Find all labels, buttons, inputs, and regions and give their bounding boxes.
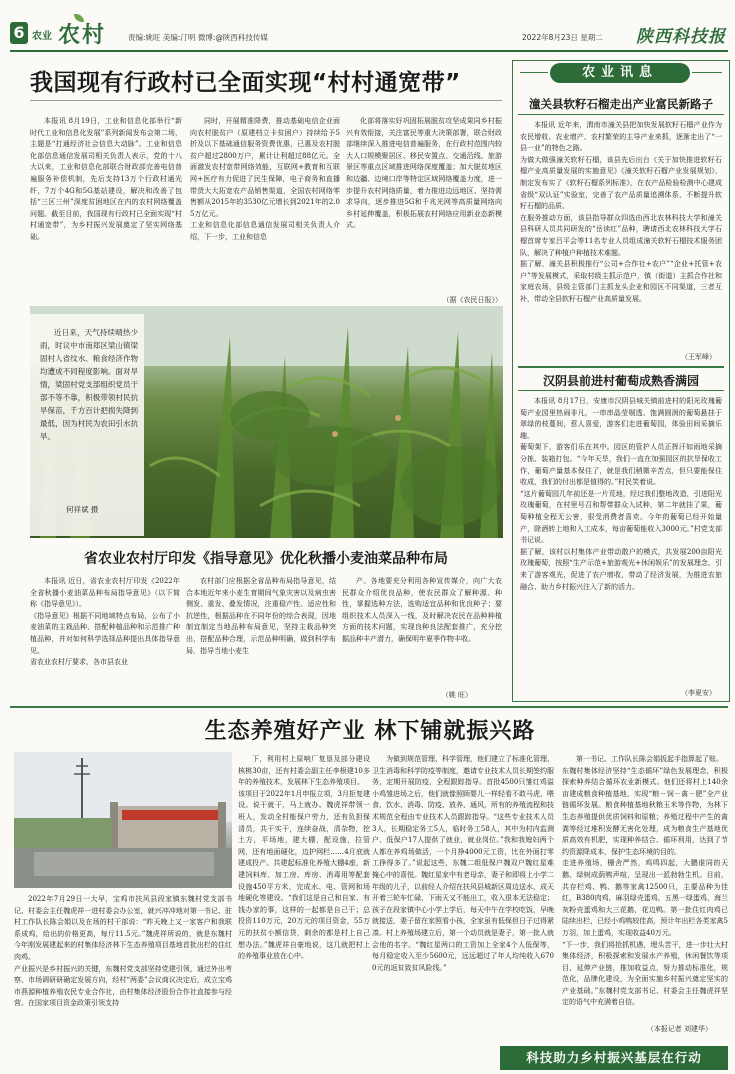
guide-article-col1: 本报讯 近日，省农业农村厅印发《2022年全省秋播小麦油菜品种布局指导意见》（以下简称《指导意见》）。 《指导意见》根据不同地域特点布局，公布了小麦油菜的主栽品种、搭配种植品种和示范推广种植品种，并对如何科学选择品种提出具体指导意见。 省农业农村厅要求，各市县农业 [30, 577, 180, 667]
village-gate-illustration [14, 752, 232, 888]
sidebar-article1-title: 潼关县软籽石榴走出产业富民新路子 [529, 97, 713, 111]
sidebar-divider [518, 366, 724, 368]
sidebar-article2-rule [518, 390, 724, 391]
main-article-col3: 化部将落实好巩固拓展脱贫攻坚成果同乡村振兴有效衔接，关注富民等重大决策部署，联合财政部继续深入推进电信普遍服务，在行政村范围内较大人口规模聚居区、移民安置点、交通沿线、旅游景区等重点区域推进网络深度覆盖；加大脱贫地区和边疆、边境口岸等特定区域网络覆盖力度，进一步提升农村网络质量，着力推进边远地区、坚持需求导向，逐步推进5G和千兆光网等高质量网络向乡村延伸覆盖，积极拓展农村网络应用新业态新模式。 [346, 117, 502, 230]
bottom-banner-text: 科技助力乡村振兴基层在行动 [526, 1050, 702, 1065]
bottom-col1: 下，利用村上原响厂复垦及部分建设核桃30亩，还有村委会副主任李根建10多年的养殖技术，发展林下生态养殖项目。 该项目于2022年1月申报立项，3月拒复建设。说干就干，马上就办。魏虎祥带领一班人，发动全村能保户劳力，还有负担保清员，共干实干，连续奋战，清杂物，挖土方，平场地，建大棚，配设施，拉管网，还有地面硬化，边护网栏……4月底就建成投产。共建起标准化养殖大棚4座，新建饲料库、加工房、库房、消毒用等配套设施450平方米，完成水、电、管网和场地硬化等建设。“我们这是自己和自家、有钱办家的事，这样的一起都是自己干；总投资110万元，20万元的项目资金，55万元的扶贫小额信贷，剩余的都是村上自己想办法。”魏虎祥自豪地说，这几就把村上的养殖事业放在心中。 [238, 755, 370, 961]
photo1-caption: 近日来，天气持续晴热少雨，时议中市南郑区梁山镇梁固村人省纹水、粮食经济作物均遭成不同程度影响。面对旱情，梁固村党支部组织党员干部不等不靠，积极带领村民抗旱保苗，千方百计把损失降到最低，因为村民为农田引水抗旱。 [40, 328, 138, 441]
guide-article-col3: 产。各地要充分利用各种宣传媒介，向广大农民群众介绍优良品种，使农民群众了解种源、种性，掌握选种方法，选购适宜品种和优良种子；要组织技术人员深入一线，及时解决农民在品种种植方面的技术问题，实现良种良法配套推广，充分挖掘品种丰产潜力，确保明年夏季作物丰收。 [342, 577, 502, 643]
photo1-credit: 何祥斌 摄 [66, 505, 99, 514]
corn-field-photo [30, 306, 503, 538]
sidebar-header: 农业讯息 [550, 63, 690, 83]
sidebar-article1-body: 本报讯 近年来，渭南市潼关县把加快发展软籽石榴产业作为农民增收、农业增产、农村繁荣的主导产业来抓，逐渐走出了“一县一业”的特色之路。 为做大做强潼关软籽石榴，该县先后出台《关于加快推进软籽石榴产业高质量发展的实施意见》《潼关软籽石榴产业发展规划》，制定发布实了《软籽石榴系列标准》，在农产品检验检测中心建成省级“双认证”实验室，完善了农产品质量追溯体系，不断提升软籽石榴的品质。 在服务推动方面，该县指导群众四选由西北农林科技大学和潼关县科研人员共同研发的“岳读红”品种，聘请西北农林科技大学石榴首席专家吕平会等11名专业人员组成潼关软籽石榴技术服务团队，解决了种植户种植技术难题。 据了解，潼关县积极推行“公司+合作社+农户”“企业+托管+农户”等发展模式，采取村级主抓示范户，镇（街道）主抓合作社和家庭农场，县级主管部门主抓龙头企业和园区不同渠道，三者互补，带动全县软籽石榴产业高质量发展。 [520, 121, 722, 303]
section-small-label: 农业 [32, 31, 52, 42]
section-big-label: 农村 [58, 22, 107, 48]
bottom-headline: 生态养殖好产业 林下铺就振兴路 [204, 719, 536, 744]
bottom-col2: 为做到规范管理、科学管理，他们建立了标准化管理、卫生消毒和科学防疫等制度，邀请专业技术人员长期签约服务，定期开展防疫，全程跟踪指导。首批4500只雏红鸡溢小鸡雏进场之后，他们就像照顾婴儿一样轻看不敢马虎，喂食、饮水、消毒、防疫、放养、通风，所有的养殖流程和技术规范全程由专业技术人员跟踪指导。“这些专业技术人员3人，长期稳定务工5人，临时务工58人，其中为村内监测户、低保户17人提供了就业，就业岗位。”我和我媳妇两个人都在养鸡场做活，一个月挣4000元工资，比在外面打零工挣得多了。”说起这些，东魏二组低保户魏双户魏红星难掩心中的喜悦。魏红星家中有老母亲，妻子和即将上小学二年级的儿子，以前经人介绍在扶风县城新区周边送水，成天开着三轮车忙碌，下雨天又不能出工，收入很本无法稳定；孩子在段家镇中心小学上学后，每天中午在学校吃饭，早晚就接送，妻子留在家照看小孩，全家虽有低保但日子过得紧凑。村上养殖场建立后，第一个动员就是妻子，第一批人就会他的名字。“魏红星两口的工资加上全家4个人低保等，每月稳定收入至少5600元，远远超过了年人均纯收入6700元的返贫致贫风险线。” [372, 755, 554, 972]
sidebar-article2-body: 本报讯 8月17日，安康市汉阴县城关镇前进村的阳光玫瑰葡萄产业园里热闹非凡，一串串晶莹剔透、饱满圆润的葡萄悬挂于翠绿的枝蔓间，惹人喜爱，游客们走进葡萄园，体验田间采摘乐趣。 葡萄架下，游客们乐在其中。园区的管护人员正挥汗如雨地采摘分拣、装箱打包。“今年天旱，我们一直在加强园区的抗旱保收工作，葡萄产量基本保住了，就是我们稍微辛苦点，但只要能保住收成，我们的付出都是值得的。”村民笑着说。 “这片葡萄园几年前还是一片荒地，经过我们整地改造，引进阳光玫瑰葡萄，在村里号召和帮带群众入试种，第二年就挂了果，葡萄种植全程无公害，很受消费者喜欢。今年的葡萄已经开始量产，除酒转上地和入工成本，每亩葡萄能收入3000元。”村党支部书记说。 据了解，该村以村集体产业带动散户的模式，共发展200亩阳光玫瑰葡萄，按照“生产示范+旅游观光+休闲娱乐”的发展理念，引来了游客观光，促进了农户增收，带动了经济发展，为推进农旅融合、助力乡村振兴注入了新的活力。 [520, 397, 722, 591]
page-header [0, 18, 735, 54]
sidebar-header-line [520, 72, 548, 73]
main-article-col1: 本报讯 8月19日，工业和信息化部举行“新时代工业和信息化发展”系列新闻发布会第二场，主题是“打通经济社会信息大动脉”。工业和信息化部信息通信发展司相关负责人表示，党的十八大以来，工业和信息化部联合财政部完善电信普遍服务补偿机制，先后支持13万个行政村通光纤，7万个4G和5G基站建设，解决和改善了包括“三区三州”深度贫困地区在内的农村网络覆盖问题。截至目前，我国现有行政村已全面实现“村村通宽带”，为乡村振兴发展奠定了坚实网络基础。 [30, 117, 182, 241]
issue-date: 2022年8月23日 星期二 [522, 33, 603, 42]
page-number-badge: 6 [10, 22, 28, 44]
main-headline: 我国现有行政村已全面实现“村村通宽带” [30, 70, 461, 96]
sidebar-article1-rule [518, 114, 724, 115]
photo1-caption-box [30, 314, 144, 536]
guide-headline: 省农业农村厅印发《指导意见》优化秋播小麦油菜品种布局 [84, 551, 448, 567]
bottom-article-source: （本报记者 刘建华） [646, 1025, 712, 1033]
main-article-col2: 同时，开展精准降费，推动基础电信企业面向农村脱贫户（原建档立卡贫困户）持续给予5折及以下基础通信服务资费优惠，已惠及农村脱贫户超过2800万户，累计让利超过88亿元。全面激发农村宽带网络效能，互联网+教育和互联网+医疗有力促进了民生保障，电子商务和直播带货大大拓宽农产品销售渠道，全国农村网络零售额从2015年的3530亿元增长到2021年的2.05万亿元。 工业和信息化部信息通信发展司相关负责人介绍，下一步，工业和信息 [190, 117, 340, 241]
editor-line: 责编:姚旺 美编:汀明 微博:@陕西科技传媒 [128, 33, 268, 42]
guide-article-col2: 农村部门应根据全省品种布局指导意见，结合本地近年来小麦生育期间气象灾害以及病虫害侧发、重发、叠发情况，注重稳产性、适应性和抗逆性，根据品种在不同年份的综合表现，因地制宜制定当地品种布局意见，坚持主栽品种突出，搭配品种合理，示范品种明确，做到科学布局，指导当地小麦生 [186, 577, 336, 655]
headline-underline [30, 100, 502, 101]
guide-article-source: （姚 旺） [441, 691, 472, 699]
sidebar-article2-title: 汉阴县前进村葡萄成熟香满园 [542, 374, 699, 388]
header-rule [10, 50, 728, 52]
sidebar-header-line-right [692, 72, 722, 73]
village-gate-photo [14, 752, 232, 888]
paper-name-logo: 陕西科技报 [636, 27, 726, 47]
sidebar-article1-source: （王军峰） [681, 353, 716, 361]
main-article-source: （据《农民日报》） [442, 296, 502, 304]
bottom-col3: 第一书记、工作队长陈会娟扳起手指算起了账。 东魏村集体经济坚持“生态循环”绿色发展理念，积极探索种养结合循环农业新模式。他们还将村上140余亩建成粮食种植基地，实现“粮－饲－禽－肥”全产业链循环发展。粮食种植基地秋粮玉米等作物，为林下生态养殖提供优质饲料和原粮；养殖过程中产生的禽粪等经过堆积发酵无害化处理，成为粮食生产基地优质高效有机肥，实现种养结合、循环利用，达到了节约资源降成本，保护生态环境的目的。 走进养殖场，栅舍严然，鸡鸣四起，大鹏谁同的天鹅、绿树成荫鸭声喧，呈现出一派勃勃生机。目前，共存栏鸡、鸭、鹅等家禽12500只，主要品种为佳红，B380肉鸡，麻羽绿壳蛋鸡，五黑一绿蛋鸡，海兰灰粉壳蛋鸡和大三花鹅，花边鸭。第一批住红肉鸡已陆续出栏，已经小鸡鸭较佳高，预计年出栏各类家禽5万羽，加上蛋鸡，实现收益40万元。 “下一步，我们将抢抓机遇，埋头苦干，进一步壮大村集体经济，积极探索和发展水产养殖，休闲餐饮等项目，延伸产业链，推加收益点，努力推动标准化，规范化，品牌化建设，为全面实施乡村振兴奠定坚实的产业基础。”东魏村党支部书记、村委会主任魏虎祥坚定的语气中充满着自信。 [562, 755, 728, 1007]
bottom-col0: 2022年7月29日一大早，宝鸡市扶风县段家镇东魏村党支部书记、村委会主任魏虎祥一进村委会办公室，就兴冲冲地对第一书记、驻村工作队长陈会娟以及在场的村干部说：“昨天晚上又一家客户和我联系成鸡，给出的价格更高，每斤11.5元。”魏虎祥所说的，就是东魏村今年刚发展建起来的村集体经济林下生态养殖项目基地首批出栏的住红肉鸡。 产业振兴是乡村振兴的关键，东魏村党支部坚持党建引领，通过外出考察、市场调研研确定发展方向，经村“两委”会议商议决定后，成立宝鸡市燕源种植养殖农民专业合作社，由村集体经济股份合作社直接参与经营。在国家项目资金政策引领支持 [14, 895, 232, 1008]
section-divider [10, 706, 728, 708]
sidebar-article2-source: （李夏安） [681, 689, 716, 697]
